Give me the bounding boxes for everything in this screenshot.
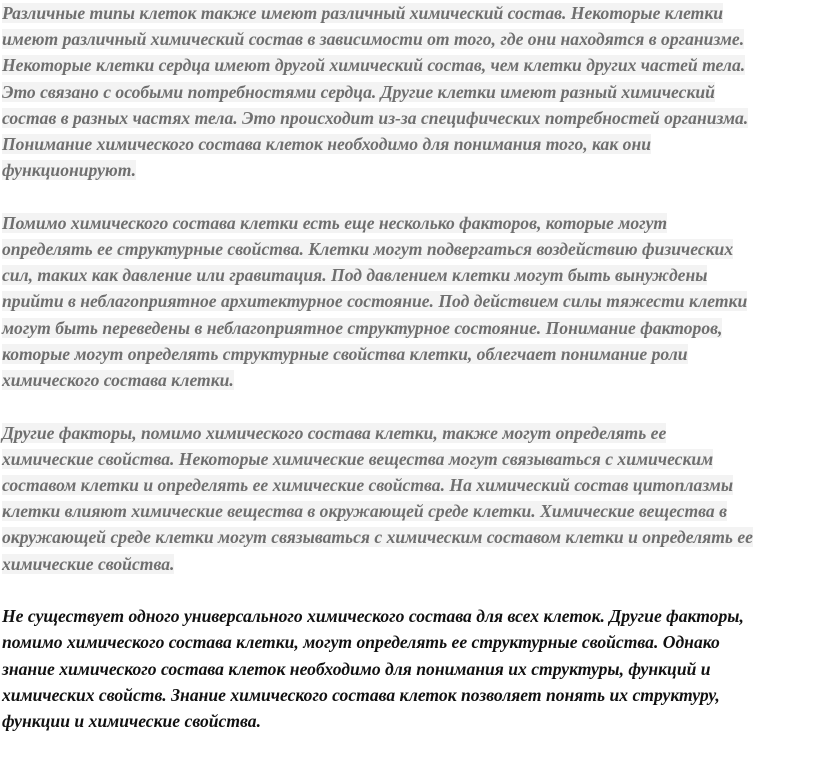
- text-line: имеют различный химический состав в зависимости от того, где они находятся в организме.: [2, 29, 745, 50]
- paragraph-3: [2, 420, 816, 577]
- document-body: [2, 0, 816, 734]
- text-line: Не существует одного универсального химического состава для всех клеток. Другие факторы,: [2, 606, 744, 627]
- text-line: химические свойства.: [2, 553, 175, 574]
- paragraph-spacer: [2, 183, 816, 209]
- text-line: функционируют.: [2, 160, 137, 181]
- text-line: функции и химические свойства.: [2, 711, 261, 732]
- text-line: которые могут определять структурные свойства клетки, облегчает понимание роли: [2, 343, 688, 364]
- text-line: определять ее структурные свойства. Клетки могут подвергаться воздействию физических: [2, 239, 734, 260]
- text-line: Понимание химического состава клеток необходимо для понимания того, как они: [2, 134, 652, 155]
- paragraph-4: [2, 603, 816, 734]
- text-line: химического состава клетки.: [2, 370, 234, 391]
- text-line: состав в разных частях тела. Это происходит из-за специфических потребностей организма.: [2, 107, 749, 128]
- text-line: Некоторые клетки сердца имеют другой химический состав, чем клетки других частей тела.: [2, 55, 746, 76]
- text-line: составом клетки и определять ее химические свойства. На химический состав цитоплазмы: [2, 475, 734, 496]
- paragraph-spacer: [2, 393, 816, 419]
- text-line: окружающей среде клетки могут связываться с химическим составом клетки и определять ее: [2, 527, 753, 548]
- text-line: прийти в неблагоприятное архитектурное состояние. Под действием силы тяжести клетки: [2, 291, 748, 312]
- text-line: Это связано с особыми потребностями сердца. Другие клетки имеют разный химический: [2, 81, 715, 102]
- text-line: Помимо химического состава клетки есть еще несколько факторов, которые могут: [2, 212, 668, 233]
- text-line: Различные типы клеток также имеют различный химический состав. Некоторые клетки: [2, 3, 724, 23]
- text-line: Другие факторы, помимо химического состава клетки, также могут определять ее: [2, 422, 667, 443]
- text-line: помимо химического состава клетки, могут определять ее структурные свойства. Однако: [2, 632, 720, 653]
- text-line: знание химического состава клеток необходимо для понимания их структуры, функций и: [2, 658, 711, 679]
- text-line: могут быть переведены в неблагоприятное структурное состояние. Понимание факторов,: [2, 317, 723, 338]
- paragraph-spacer: [2, 577, 816, 603]
- text-line: химические свойства. Некоторые химические вещества могут связываться с химическим: [2, 448, 714, 469]
- text-line: клетки влияют химические вещества в окружающей среде клетки. Химические вещества в: [2, 501, 727, 522]
- text-line: химических свойств. Знание химического состава клеток позволяет понять их структуру,: [2, 684, 720, 705]
- paragraph-1: [2, 0, 816, 183]
- text-line: сил, таких как давление или гравитация. Под давлением клетки могут быть вынуждены: [2, 265, 708, 286]
- paragraph-2: [2, 210, 816, 393]
